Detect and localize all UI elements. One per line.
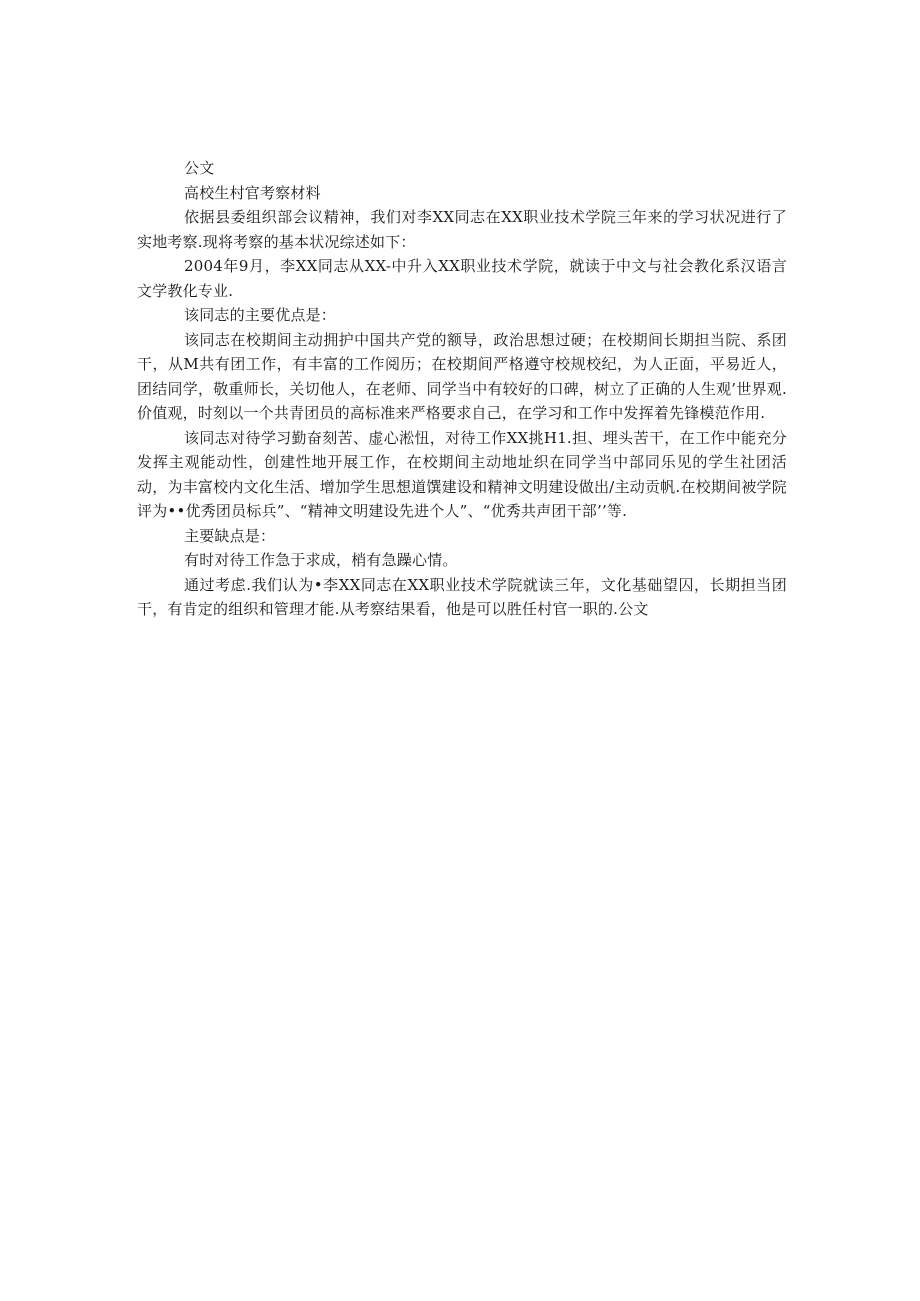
paragraph-strengths-work: 该同志对待学习勤奋刻苦、虚心淞忸，对待工作XX挑H1.担、埋头苦干，在工作中能充分发挥主观能动性，创建性地开展工作，在校期间主动地址织在同学当中部同乐见的学生社团活动，为丰富校内文化生活、增加学生思想道馔建设和精神文明建设做出/主动贡帆.在校期间被学院评为••优秀团员标兵”、“精神文明建设先进个人”、“优秀共声团干部’’等. [137,428,787,520]
document-title: 高校生村官考察材料 [184,183,321,202]
paragraph-conclusion: 通过考虑.我们认为•李XX同志在XX职业技术学院就读三年，文化基础望囚，长期担当团干，有肯定的组织和管理才能.从考察结果看，他是可以胜任村官一职的.公文 [137,575,787,618]
paragraph-strengths-political: 该同志在校期间主动拥护中国共产党的额导，政治思想过硬；在校期间长期担当院、系团干，从M共有团工作，有丰富的工作阅历；在校期间严格遵守校规校纪，为人正面，平易近人，团结同学，敬重师长，关切他人，在老师、同学当中有较好的口碑，树立了正确的人生观’世界观.价值观，时刻以一个共青团员的高标准来严格要求自己，在学习和工作中发挥着先锋模范作用. [137,330,787,422]
document-body [137,156,787,622]
paragraph-intro: 依据县委组织部会议精神，我们对李XX同志在XX职业技术学院三年来的学习状况进行了实地考察.现将考察的基本状况综述如下： [137,208,787,251]
document-label: 公文 [184,159,215,177]
paragraph-weakness-heading: 主要缺点是： [184,526,276,545]
paragraph-strengths-heading: 该同志的主要优点是： [184,306,337,324]
paragraph-weakness: 有时对待工作急于求成，梢有急躁心情。 [184,551,458,569]
paragraph-background: 2004年9月，李XX同志从XX-中升入XX职业技术学院，就读于中文与社会教化系汉语言文学教化专业. [137,257,787,300]
